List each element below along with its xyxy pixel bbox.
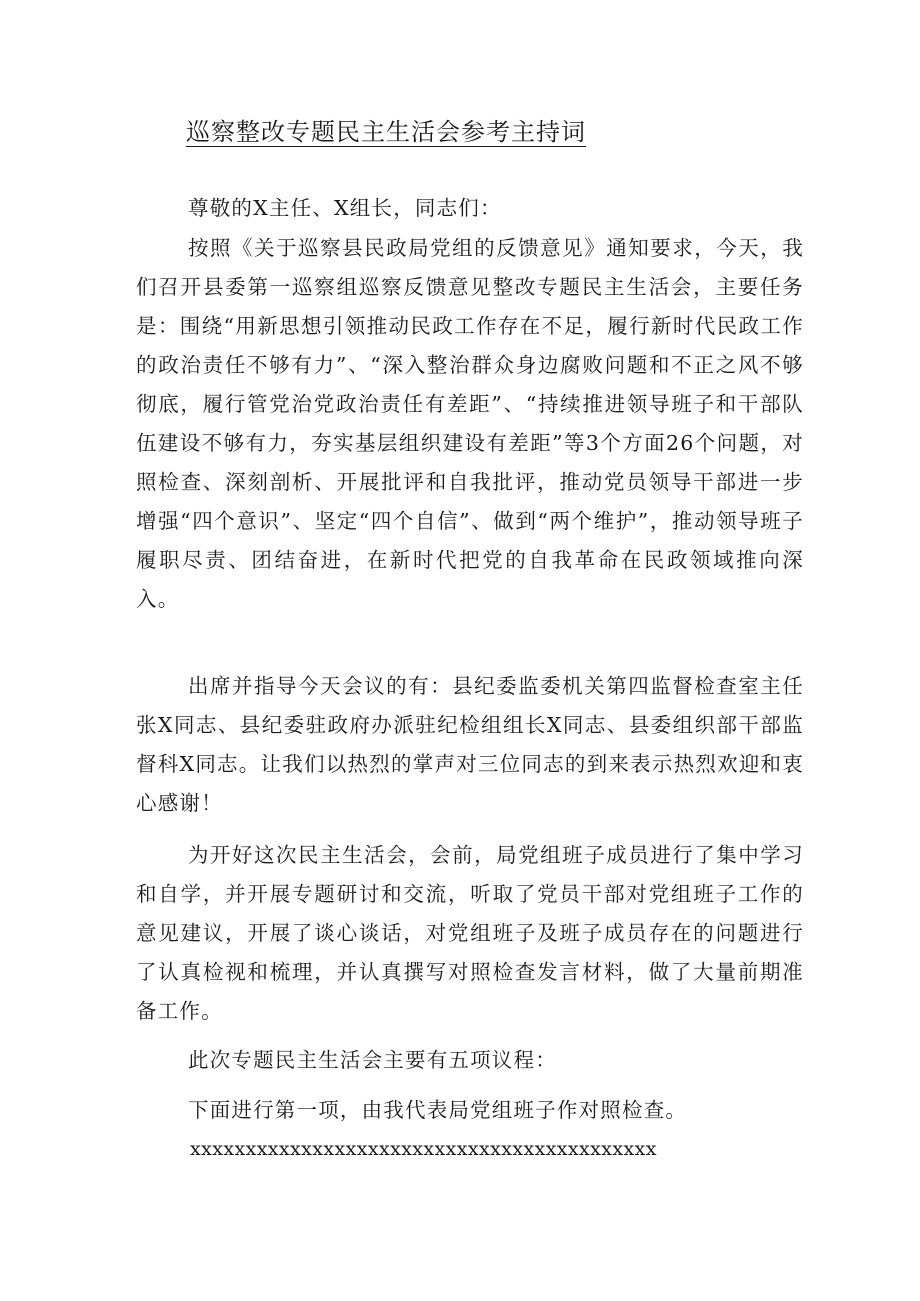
greeting-line	[136, 189, 804, 228]
notice-text: 按照《关于巡察县民政局党组的反馈意见》通知要求，今天，我们召开县委第一巡察组巡察反馈意见整改专题民主生活会，主要任务是：围绕“用新思想引领推动民政工作存在不足，履行新时代民政工作的政治责任不够有力”、“深入整治群众身边腐败问题和不正之风不够彻底，履行管党治党政治责任有差距”、“持续推进领导班子和干部队伍建设不够有力，夯实基层组织建设有差距”等3个方面26个问题，对照检查、深刻剖析、开展批评和自我批评，推动党员领导干部进一步增强“四个意识”、坚定“四个自信”、做到“两个维护”，推动领导班子履职尽责、团结奋进，在新时代把党的自我革命在民政领域推向深入。	[136, 236, 804, 611]
placeholder-separator: xxxxxxxxxxxxxxxxxxxxxxxxxxxxxxxxxxxxxxxxxx	[190, 1138, 657, 1160]
preparation-text: 为开好这次民主生活会，会前，局党组班子成员进行了集中学习和自学，并开展专题研讨和交流，听取了党员干部对党组班子工作的意见建议，开展了谈心谈话，对党组班子及班子成员存在的问题进行了认真检视和梳理，并认真撰写对照检查发言材料，做了大量前期准备工作。	[136, 843, 804, 1023]
agenda-text: 此次专题民主生活会主要有五项议程：	[188, 1048, 557, 1072]
document-title: 巡察整改专题民主生活会参考主持词	[186, 118, 586, 146]
first-item-paragraph	[136, 1091, 804, 1130]
attendees-paragraph	[136, 667, 804, 823]
agenda-paragraph	[136, 1041, 804, 1080]
notice-paragraph	[136, 229, 804, 619]
preparation-paragraph	[136, 836, 804, 1031]
first-item-text: 下面进行第一项，由我代表局党组班子作对照检查。	[188, 1098, 688, 1122]
greeting-text: 尊敬的X主任、X组长，同志们：	[188, 196, 502, 220]
attendees-text: 出席并指导今天会议的有：县纪委监委机关第四监督检查室主任张X同志、县纪委驻政府办派驻纪检组组长X同志、县委组织部干部监督科X同志。让我们以热烈的掌声对三位同志的到来表示热烈欢迎和衷心感谢！	[136, 674, 804, 815]
